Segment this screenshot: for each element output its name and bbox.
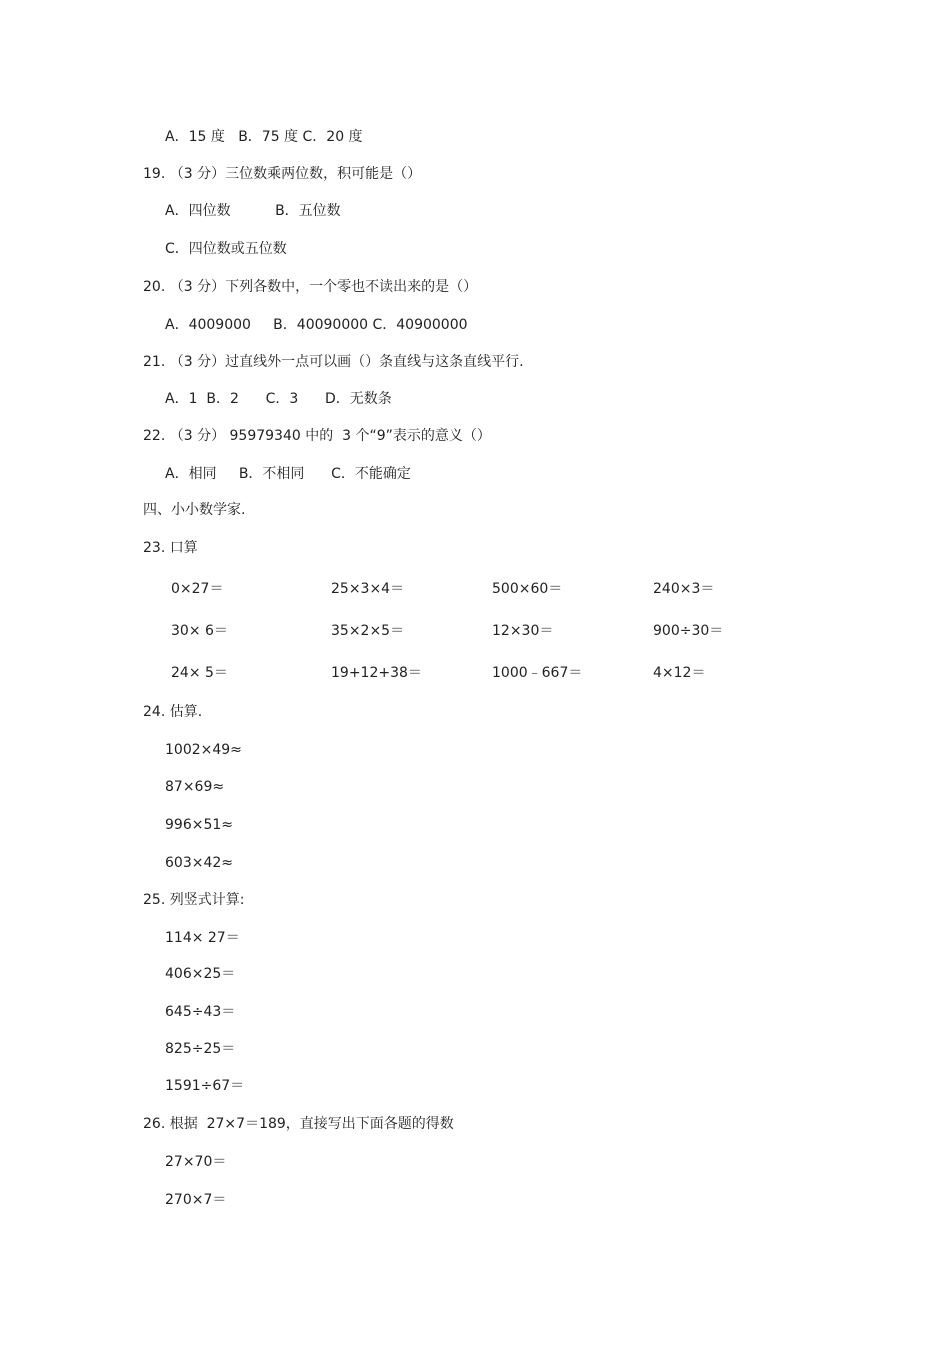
question-26-title: 26. 根据 27×7＝189，直接写出下面各题的得数 [143, 1116, 454, 1132]
estimate-item: 87×69≈ [165, 779, 225, 795]
question-19-stem: 19. （3 分）三位数乘两位数，积可能是（） [143, 166, 422, 182]
estimate-item: 996×51≈ [165, 817, 233, 833]
mental-math-item: 30× 6＝ [171, 623, 228, 639]
vertical-calc-item: 406×25＝ [165, 966, 236, 982]
question-24-title: 24. 估算. [143, 704, 203, 720]
question-20-options: A．4009000 B．40090000 C．40900000 [165, 317, 468, 333]
mental-math-item: 35×2×5＝ [331, 623, 405, 639]
mental-math-item: 0×27＝ [171, 581, 224, 597]
question-25-title: 25. 列竖式计算: [143, 892, 245, 908]
derived-calc-item: 270×7＝ [165, 1192, 227, 1208]
mental-math-item: 12×30＝ [492, 623, 554, 639]
mental-math-item: 240×3＝ [653, 581, 715, 597]
vertical-calc-item: 645÷43＝ [165, 1004, 236, 1020]
vertical-calc-item: 1591÷67＝ [165, 1078, 245, 1094]
question-22-stem: 22. （3 分） 95979340 中的 3 个“9”表示的意义（） [143, 428, 491, 444]
vertical-calc-item: 114× 27＝ [165, 930, 240, 946]
mental-math-item: 25×3×4＝ [331, 581, 405, 597]
mental-math-item: 1000﹣667＝ [492, 665, 583, 681]
question-21-stem: 21. （3 分）过直线外一点可以画（）条直线与这条直线平行. [143, 354, 524, 370]
question-22-options: A．相同 B．不相同 C．不能确定 [165, 466, 411, 482]
mental-math-item: 24× 5＝ [171, 665, 228, 681]
section-4-title: 四、小小数学家. [143, 502, 246, 518]
question-19-options-2: C．四位数或五位数 [165, 241, 287, 257]
mental-math-item: 900÷30＝ [653, 623, 724, 639]
mental-math-item: 4×12＝ [653, 665, 706, 681]
estimate-item: 603×42≈ [165, 855, 233, 871]
mental-math-item: 500×60＝ [492, 581, 563, 597]
question-19-options-1: A．四位数 B．五位数 [165, 203, 341, 219]
estimate-item: 1002×49≈ [165, 742, 242, 758]
question-23-title: 23. 口算 [143, 540, 198, 556]
question-18-options: A．15 度 B．75 度 C．20 度 [165, 129, 363, 145]
derived-calc-item: 27×70＝ [165, 1154, 227, 1170]
question-21-options: A．1 B．2 C．3 D．无数条 [165, 391, 392, 407]
mental-math-item: 19+12+38＝ [331, 665, 422, 681]
question-20-stem: 20. （3 分）下列各数中，一个零也不读出来的是（） [143, 279, 478, 295]
vertical-calc-item: 825÷25＝ [165, 1041, 236, 1057]
